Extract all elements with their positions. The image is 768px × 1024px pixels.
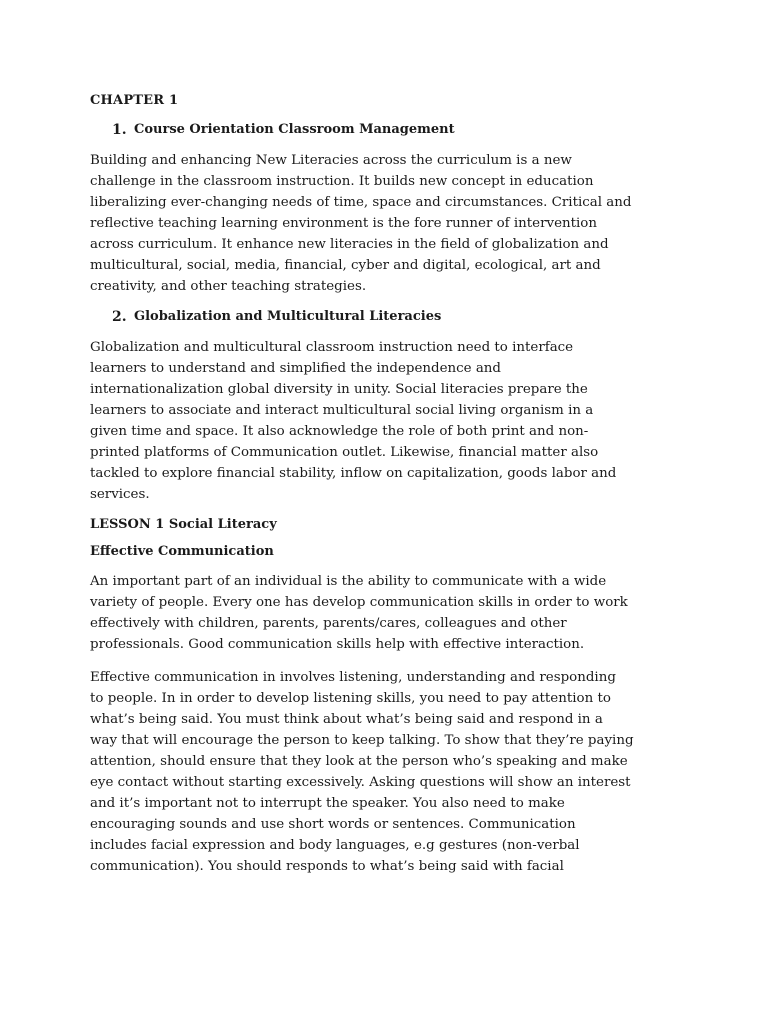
section-number-1: 1. (112, 122, 127, 138)
lesson-title: LESSON 1 Social Literacy (90, 517, 277, 532)
paragraph-communication-intro: An important part of an individual is the ability to communicate with a wide variety of people. Every one has develop communication skills in order to work effectively with children, parents, parents/cares, colleagues and other professionals. Good communication skills help with effective interaction. (90, 574, 628, 652)
section-body-1: Building and enhancing New Literacies across the curriculum is a new challenge in the classroom instruction. It builds new concept in education liberalizing ever-changing needs of time, space and circumstances. Critical and reflective teaching learning environment is the fore runner of intervention across curriculum. It enhance new literacies in the field of globalization and multicultural, social, media, financial, cyber and digital, ecological, art and creativity, and other teaching strategies. (90, 153, 632, 294)
section-title-1: Course Orientation Classroom Management (134, 122, 455, 137)
document-page (90, 93, 690, 889)
subheading-effective-communication: Effective Communication (90, 544, 274, 559)
section-body-2: Globalization and multicultural classroom instruction need to interface learners to understand and simplified the independence and internationalization global diversity in unity. Social literacies prepare the learners to associate and interact multicultural social living organism in a given time and space. It also acknowledge the role of both print and non- printed platforms of Communication outlet. Likewise, financial matter also tackled to explore financial stability, inflow on capitalization, goods labor and services. (90, 340, 617, 502)
section-title-2: Globalization and Multicultural Literacies (134, 309, 442, 324)
chapter-title: CHAPTER 1 (90, 93, 179, 108)
section-heading-1 (90, 122, 690, 138)
section-heading-2 (90, 309, 690, 325)
section-number-2: 2. (112, 309, 127, 325)
paragraph-communication-detail: Effective communication in involves listening, understanding and responding to people. In in order to develop listening skills, you need to pay attention to what’s being said. You must think about what’s being said and respond in a way that will encourage the person to keep talking. To show that they’re paying attention, should ensure that they look at the person who’s speaking and make eye contact without starting excessively. Asking questions will show an interest and it’s important not to interrupt the speaker. You also need to make encouraging sounds and use short words or sentences. Communication includes facial expression and body languages, e.g gestures (non-verbal communication). You should responds to what’s being said with facial (90, 670, 634, 874)
